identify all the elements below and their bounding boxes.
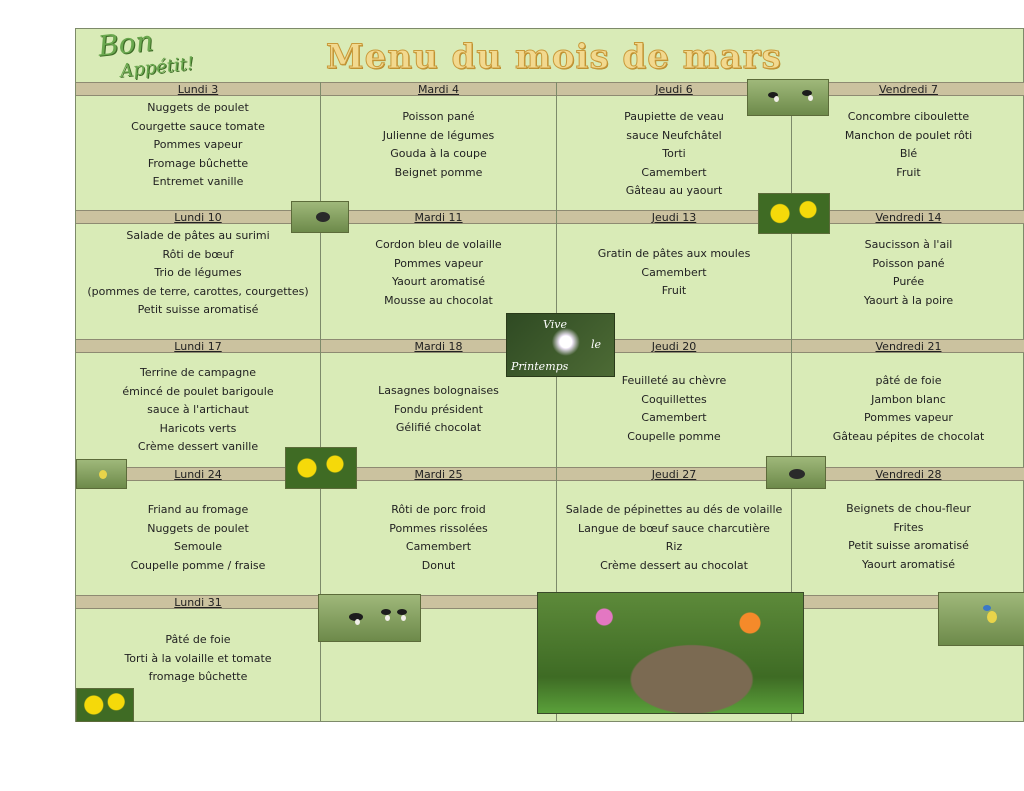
menu-item: Petit suisse aromatisé: [848, 539, 969, 552]
blue-tit-photo: [938, 592, 1024, 646]
menu-item: Saucisson à l'ail: [864, 238, 953, 251]
menu-item: Pommes vapeur: [394, 256, 483, 270]
bird-photo: [766, 456, 826, 489]
menu-item: Camembert: [405, 540, 472, 553]
menu-item: Coupelle pomme / fraise: [130, 558, 266, 572]
menu-item: Fruit: [661, 284, 687, 297]
day-menu: [792, 500, 1024, 574]
day-header: Jeudi 13: [557, 210, 791, 224]
menu-item: Petit suisse aromatisé: [137, 303, 259, 316]
day-menu: [321, 501, 556, 575]
menu-item: Crème dessert vanille: [137, 440, 259, 453]
menu-item: Yaourt à la poire: [863, 293, 954, 307]
menu-item: Fruit: [896, 165, 921, 179]
bird-photo: [291, 201, 349, 233]
menu-item: fromage bûchette: [148, 670, 248, 683]
menu-item: Manchon de poulet rôti: [844, 128, 973, 142]
menu-item: Torti à la volaille et tomate: [124, 651, 272, 665]
menu-item: Frites: [893, 520, 924, 534]
menu-item: Pommes vapeur: [153, 138, 243, 151]
menu-item: Coquillettes: [641, 392, 707, 406]
day-header: Lundi 31: [76, 595, 320, 609]
menu-item: Camembert: [641, 265, 707, 279]
day-header: Vendredi 21: [792, 339, 1024, 353]
day-menu: [557, 245, 791, 301]
day-header: Jeudi 20: [557, 339, 791, 353]
menu-item: sauce Neufchâtel: [626, 128, 722, 142]
menu-item: Beignets de chou-fleur: [846, 502, 971, 515]
menu-item: Friand au fromage: [147, 503, 249, 516]
menu-item: Salade de pépinettes au dés de volaille: [565, 503, 783, 516]
menu-item: Fondu président: [394, 402, 483, 416]
menu-item: Mousse au chocolat: [384, 293, 493, 307]
hedgehog-photo: [537, 592, 804, 714]
menu-item: Gâteau pépites de chocolat: [832, 429, 985, 443]
day-menu: [792, 372, 1024, 446]
swallows-photo: [318, 594, 421, 642]
day-header: Mardi 18: [321, 339, 556, 353]
menu-item: Torti: [662, 147, 686, 160]
day-menu: [557, 501, 791, 575]
daffodils-photo: [76, 688, 134, 722]
menu-item: (pommes de terre, carottes, courgettes): [87, 284, 309, 298]
day-header: Vendredi 7: [792, 82, 1024, 96]
day-header: Jeudi 27: [557, 467, 791, 481]
day-header: Vendredi 14: [792, 210, 1024, 224]
menu-item: Poisson pané: [402, 110, 475, 123]
day-menu: [792, 108, 1024, 182]
menu-item: Haricots verts: [159, 421, 237, 435]
menu-item: Rôti de porc froid: [391, 503, 486, 516]
menu-item: émincé de poulet barigoule: [122, 384, 274, 398]
menu-item: sauce à l'artichaut: [147, 403, 249, 416]
day-menu: [557, 372, 791, 446]
menu-item: Jambon blanc: [871, 392, 946, 406]
menu-item: Gouda à la coupe: [390, 147, 487, 160]
menu-item: Trio de légumes: [154, 266, 242, 279]
day-header: Lundi 3: [76, 82, 320, 96]
menu-item: Yaourt aromatisé: [861, 557, 956, 571]
daffodils-photo: [758, 193, 830, 234]
blue-tit-photo: [76, 459, 127, 489]
menu-item: Camembert: [641, 411, 707, 424]
menu-item: Pommes vapeur: [864, 411, 953, 424]
title-bar: [76, 24, 1023, 82]
menu-item: Cordon bleu de volaille: [375, 238, 502, 251]
menu-sheet: [75, 24, 1024, 722]
menu-item: Yaourt aromatisé: [391, 275, 486, 288]
menu-item: Fromage bûchette: [147, 156, 249, 170]
day-menu: [76, 364, 320, 457]
vive-le-printemps-photo: [506, 313, 615, 377]
printemps-text: Printemps: [511, 360, 569, 373]
menu-item: Nuggets de poulet: [147, 521, 249, 535]
menu-item: Gélifié chocolat: [395, 421, 482, 434]
day-menu: [321, 236, 556, 310]
menu-item: Pommes rissolées: [389, 521, 488, 535]
menu-item: Blé: [899, 147, 918, 160]
menu-item: Terrine de campagne: [140, 366, 256, 379]
swallows-photo: [747, 79, 829, 116]
menu-item: Crème dessert au chocolat: [600, 558, 748, 572]
menu-item: Pâté de foie: [165, 633, 231, 646]
menu-item: Semoule: [174, 540, 222, 553]
day-menu: [557, 108, 791, 201]
day-menu: [76, 631, 320, 687]
bon-text: Bon: [96, 24, 155, 63]
menu-item: Julienne de légumes: [382, 128, 495, 142]
menu-item: Donut: [421, 558, 456, 572]
menu-item: Langue de bœuf sauce charcutière: [578, 521, 770, 535]
vive-text: Vive: [543, 318, 567, 331]
menu-item: Nuggets de poulet: [147, 101, 249, 114]
day-header: Lundi 17: [76, 339, 320, 353]
menu-item: Coupelle pomme: [627, 429, 721, 443]
day-menu: [76, 99, 320, 192]
menu-item: pâté de foie: [875, 374, 942, 387]
day-header: Mardi 4: [321, 82, 556, 96]
day-menu: [321, 108, 556, 182]
menu-item: Beignet pomme: [394, 165, 483, 179]
menu-item: Gratin de pâtes aux moules: [597, 247, 751, 260]
menu-item: Rôti de bœuf: [162, 247, 234, 261]
day-header: Jeudi 6: [557, 82, 791, 96]
day-menu: [792, 236, 1024, 310]
day-header: Mardi 11: [321, 210, 556, 224]
day-menu: [76, 227, 320, 320]
day-header: Lundi 10: [76, 210, 320, 224]
page-title: Menu du mois de mars: [326, 37, 782, 77]
daffodils-photo: [285, 447, 357, 489]
le-text: le: [591, 338, 602, 351]
menu-item: Concombre ciboulette: [847, 110, 970, 123]
day-header: Lundi 24: [76, 467, 320, 481]
menu-item: Salade de pâtes au surimi: [126, 229, 270, 242]
menu-item: Gâteau au yaourt: [625, 184, 723, 197]
day-header: Vendredi 28: [792, 467, 1024, 481]
menu-item: Entremet vanille: [152, 175, 244, 188]
menu-item: Camembert: [641, 165, 707, 179]
menu-item: Poisson pané: [872, 256, 945, 270]
day-menu: [76, 501, 320, 575]
menu-item: Paupiette de veau: [624, 110, 724, 123]
day-menu: [321, 382, 556, 438]
day-header: Mardi 25: [321, 467, 556, 481]
appetit-text: Appétit!: [119, 53, 196, 82]
menu-item: Feuilleté au chèvre: [621, 374, 727, 387]
menu-item: Purée: [892, 275, 925, 288]
menu-item: Riz: [665, 540, 683, 553]
menu-item: Courgette sauce tomate: [131, 119, 265, 133]
menu-item: Lasagnes bolognaises: [378, 384, 499, 397]
